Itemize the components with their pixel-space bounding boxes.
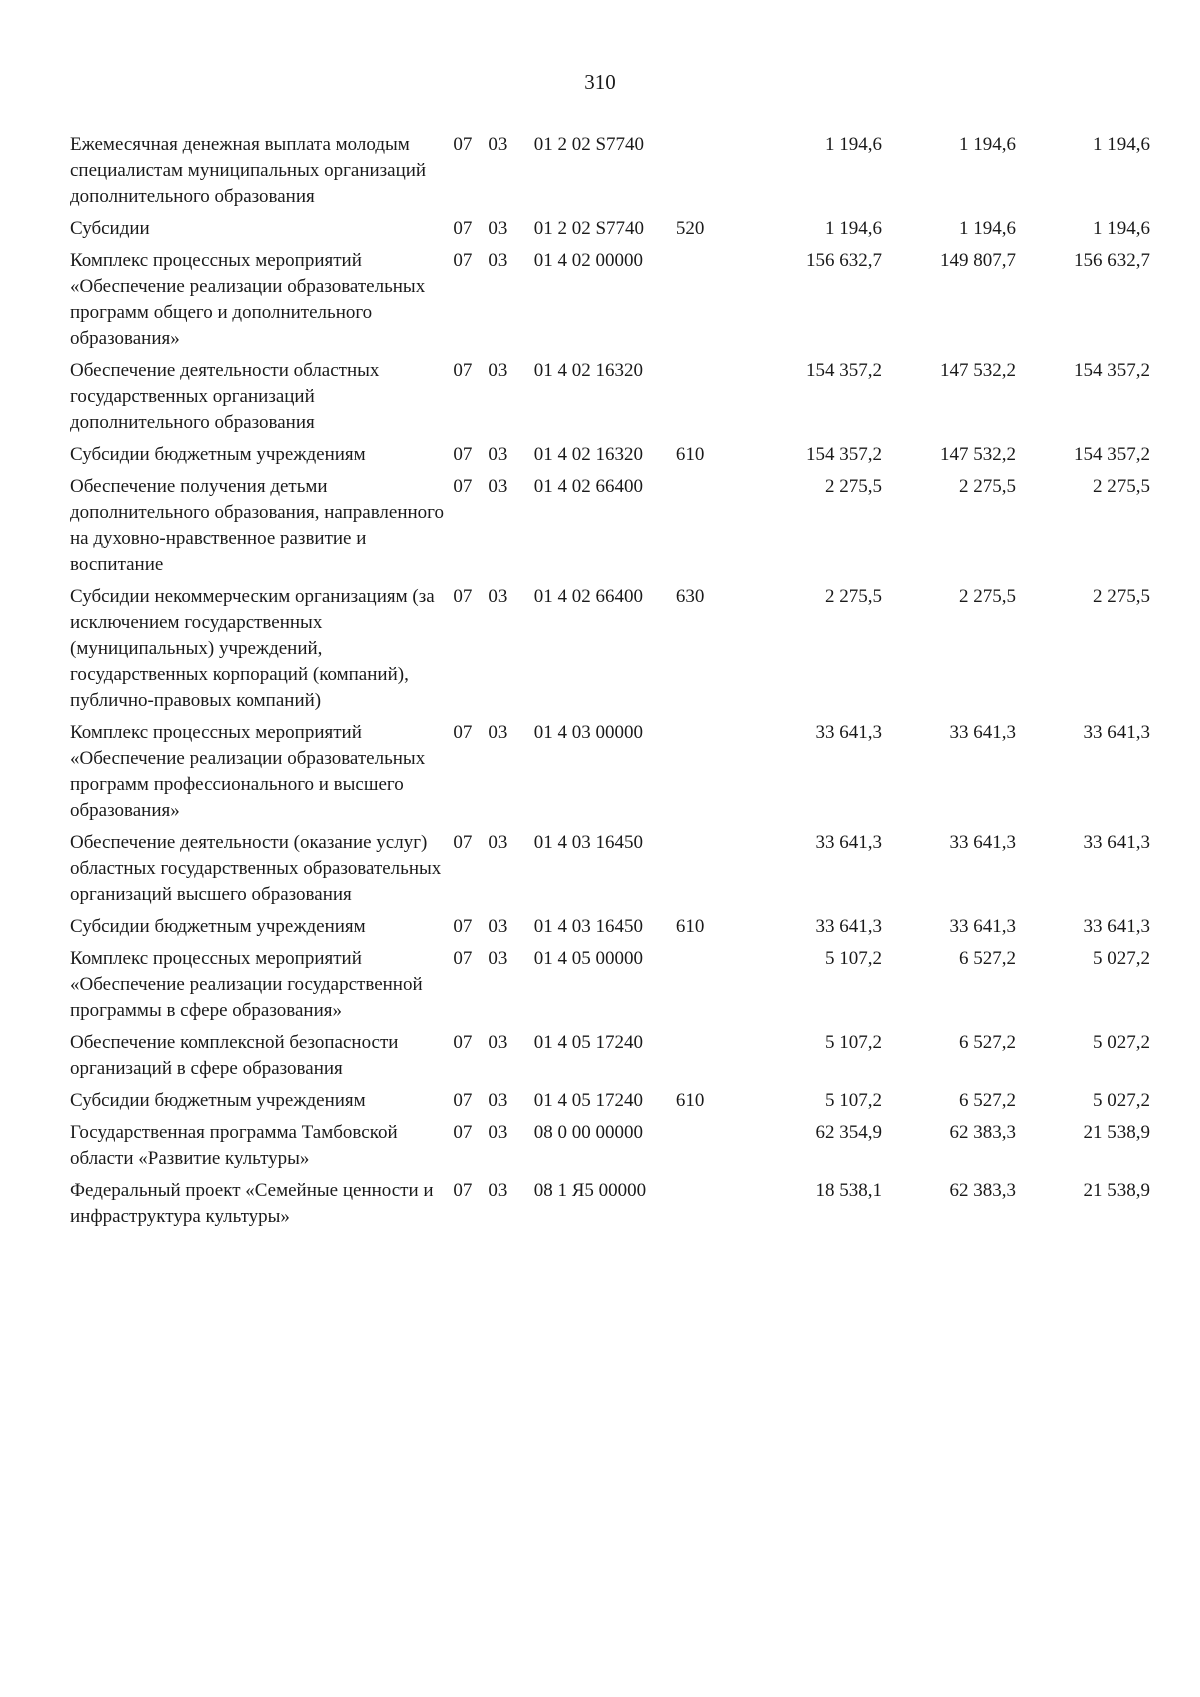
table-row	[70, 132, 1150, 216]
row-amount-year-1: 5 107,2	[825, 1032, 882, 1053]
row-amount-year-2: 6 527,2	[958, 1090, 1016, 1111]
row-expense-type	[676, 132, 748, 216]
row-amount-year-3: 2 275,5	[1093, 586, 1150, 607]
row-section: 07	[453, 948, 473, 969]
row-expense-type	[676, 248, 748, 358]
row-expense-type	[676, 1178, 748, 1236]
row-section: 07	[453, 476, 473, 497]
table-row	[70, 946, 1150, 1030]
row-amount-year-1: 33 641,3	[815, 722, 882, 743]
row-name: Субсидии бюджетным учреждениям	[70, 444, 366, 465]
row-amount-year-1: 33 641,3	[815, 916, 882, 937]
row-amount-year-3: 33 641,3	[1083, 832, 1150, 853]
row-target-article: 01 4 02 16320	[533, 444, 643, 465]
row-name: Субсидии бюджетным учреждениям	[70, 916, 366, 937]
row-amount-year-1: 5 107,2	[825, 948, 882, 969]
row-amount-year-2: 6 527,2	[958, 1032, 1016, 1053]
row-name: Субсидии некоммерческим организациям (за исключением государственных (муниципальных) учреждений, государственных корпораций (компаний), публично-правовых компаний)	[70, 586, 435, 711]
row-amount-year-2: 2 275,5	[958, 476, 1016, 497]
row-subsection: 03	[488, 360, 508, 381]
row-amount-year-3: 21 538,9	[1083, 1122, 1150, 1143]
table-row	[70, 720, 1150, 830]
row-amount-year-1: 33 641,3	[815, 832, 882, 853]
row-amount-year-3: 21 538,9	[1083, 1180, 1150, 1201]
row-subsection: 03	[488, 444, 508, 465]
row-section: 07	[453, 1032, 473, 1053]
row-target-article: 08 0 00 00000	[533, 1122, 643, 1143]
row-target-article: 08 1 Я5 00000	[533, 1180, 647, 1201]
row-amount-year-3: 2 275,5	[1093, 476, 1150, 497]
row-expense-type	[676, 358, 748, 442]
table-row	[70, 914, 1150, 946]
table-row	[70, 1178, 1150, 1236]
page-number: 310	[584, 70, 616, 94]
row-expense-type: 610	[675, 444, 705, 465]
row-amount-year-3: 1 194,6	[1093, 134, 1150, 155]
row-amount-year-3: 5 027,2	[1093, 1090, 1150, 1111]
row-amount-year-1: 1 194,6	[825, 218, 882, 239]
row-subsection: 03	[488, 722, 508, 743]
row-amount-year-1: 2 275,5	[825, 476, 882, 497]
row-amount-year-2: 62 383,3	[949, 1180, 1016, 1201]
table-body	[70, 132, 1150, 1236]
row-amount-year-1: 154 357,2	[806, 360, 882, 381]
row-section: 07	[453, 722, 473, 743]
row-amount-year-1: 154 357,2	[806, 444, 882, 465]
row-amount-year-2: 147 532,2	[939, 360, 1016, 381]
row-target-article: 01 2 02 S7740	[533, 134, 645, 155]
row-amount-year-2: 1 194,6	[958, 134, 1016, 155]
table-row	[70, 1120, 1150, 1178]
row-subsection: 03	[488, 1090, 508, 1111]
row-amount-year-2: 2 275,5	[958, 586, 1016, 607]
row-amount-year-2: 6 527,2	[958, 948, 1016, 969]
row-subsection: 03	[488, 1180, 508, 1201]
row-subsection: 03	[488, 250, 508, 271]
row-name: Ежемесячная денежная выплата молодым специалистам муниципальных организаций дополнительного образования	[70, 134, 427, 207]
row-subsection: 03	[488, 218, 508, 239]
row-amount-year-1: 156 632,7	[806, 250, 882, 271]
row-target-article: 01 4 02 16320	[533, 360, 643, 381]
row-amount-year-3: 156 632,7	[1074, 250, 1150, 271]
row-name: Государственная программа Тамбовской области «Развитие культуры»	[70, 1122, 398, 1169]
row-section: 07	[453, 360, 473, 381]
row-amount-year-2: 147 532,2	[939, 444, 1016, 465]
row-section: 07	[453, 1090, 473, 1111]
row-amount-year-2: 1 194,6	[958, 218, 1016, 239]
row-target-article: 01 4 03 00000	[533, 722, 643, 743]
row-expense-type	[676, 1120, 748, 1178]
row-amount-year-3: 5 027,2	[1093, 1032, 1150, 1053]
row-name: Комплекс процессных мероприятий «Обеспечение реализации образовательных программ профессионального и высшего образования»	[70, 722, 426, 821]
table-row	[70, 474, 1150, 584]
row-target-article: 01 4 03 16450	[533, 916, 643, 937]
row-subsection: 03	[488, 832, 508, 853]
row-subsection: 03	[488, 586, 508, 607]
row-section: 07	[453, 218, 473, 239]
row-amount-year-1: 2 275,5	[825, 586, 882, 607]
row-name: Обеспечение деятельности областных государственных организаций дополнительного образования	[70, 360, 380, 433]
row-amount-year-2: 33 641,3	[949, 916, 1016, 937]
row-expense-type: 630	[675, 586, 705, 607]
table-row	[70, 358, 1150, 442]
row-subsection: 03	[488, 1122, 508, 1143]
row-target-article: 01 4 03 16450	[533, 832, 643, 853]
row-amount-year-3: 154 357,2	[1074, 444, 1150, 465]
row-amount-year-2: 33 641,3	[949, 832, 1016, 853]
row-expense-type	[676, 1030, 748, 1088]
row-name: Комплекс процессных мероприятий «Обеспечение реализации образовательных программ общего и дополнительного образования»	[70, 250, 426, 349]
row-amount-year-1: 18 538,1	[815, 1180, 882, 1201]
row-section: 07	[453, 916, 473, 937]
row-amount-year-1: 1 194,6	[825, 134, 882, 155]
row-amount-year-2: 33 641,3	[949, 722, 1016, 743]
row-amount-year-1: 5 107,2	[825, 1090, 882, 1111]
row-section: 07	[453, 832, 473, 853]
row-name: Субсидии	[70, 218, 150, 239]
table-row	[70, 248, 1150, 358]
row-section: 07	[453, 444, 473, 465]
row-amount-year-3: 33 641,3	[1083, 916, 1150, 937]
row-expense-type: 520	[675, 218, 705, 239]
row-section: 07	[453, 1122, 473, 1143]
row-target-article: 01 4 02 00000	[533, 250, 643, 271]
row-name: Обеспечение получения детьми дополнительного образования, направленного на духовно-нравственное развитие и воспитание	[70, 476, 444, 575]
row-subsection: 03	[488, 476, 508, 497]
row-expense-type	[676, 946, 748, 1030]
row-name: Федеральный проект «Семейные ценности и инфраструктура культуры»	[70, 1180, 434, 1227]
table-row	[70, 830, 1150, 914]
row-section: 07	[453, 250, 473, 271]
row-expense-type	[676, 720, 748, 830]
table-row	[70, 1030, 1150, 1088]
row-amount-year-3: 1 194,6	[1093, 218, 1150, 239]
row-amount-year-3: 154 357,2	[1074, 360, 1150, 381]
row-amount-year-2: 62 383,3	[949, 1122, 1016, 1143]
row-amount-year-3: 5 027,2	[1093, 948, 1150, 969]
row-expense-type	[676, 830, 748, 914]
table-row	[70, 442, 1150, 474]
row-name: Обеспечение комплексной безопасности организаций в сфере образования	[70, 1032, 399, 1079]
row-expense-type: 610	[675, 916, 705, 937]
row-name: Обеспечение деятельности (оказание услуг) областных государственных образовательных организаций высшего образования	[70, 832, 442, 905]
row-section: 07	[453, 134, 473, 155]
row-target-article: 01 2 02 S7740	[533, 218, 645, 239]
row-amount-year-1: 62 354,9	[815, 1122, 882, 1143]
row-target-article: 01 4 05 00000	[533, 948, 643, 969]
row-expense-type	[676, 474, 748, 584]
row-subsection: 03	[488, 916, 508, 937]
row-subsection: 03	[488, 1032, 508, 1053]
row-target-article: 01 4 02 66400	[533, 586, 643, 607]
row-amount-year-3: 33 641,3	[1083, 722, 1150, 743]
row-section: 07	[453, 1180, 473, 1201]
row-name: Комплекс процессных мероприятий «Обеспечение реализации государственной программы в сфере образования»	[70, 948, 423, 1021]
table-row	[70, 1088, 1150, 1120]
table-row	[70, 216, 1150, 248]
row-target-article: 01 4 05 17240	[533, 1090, 643, 1111]
row-target-article: 01 4 02 66400	[533, 476, 643, 497]
row-section: 07	[453, 586, 473, 607]
row-amount-year-2: 149 807,7	[939, 250, 1016, 271]
row-subsection: 03	[488, 948, 508, 969]
row-name: Субсидии бюджетным учреждениям	[70, 1090, 366, 1111]
row-target-article: 01 4 05 17240	[533, 1032, 643, 1053]
row-expense-type: 610	[675, 1090, 705, 1111]
table-row	[70, 584, 1150, 720]
budget-table	[70, 132, 1150, 1236]
row-subsection: 03	[488, 134, 508, 155]
